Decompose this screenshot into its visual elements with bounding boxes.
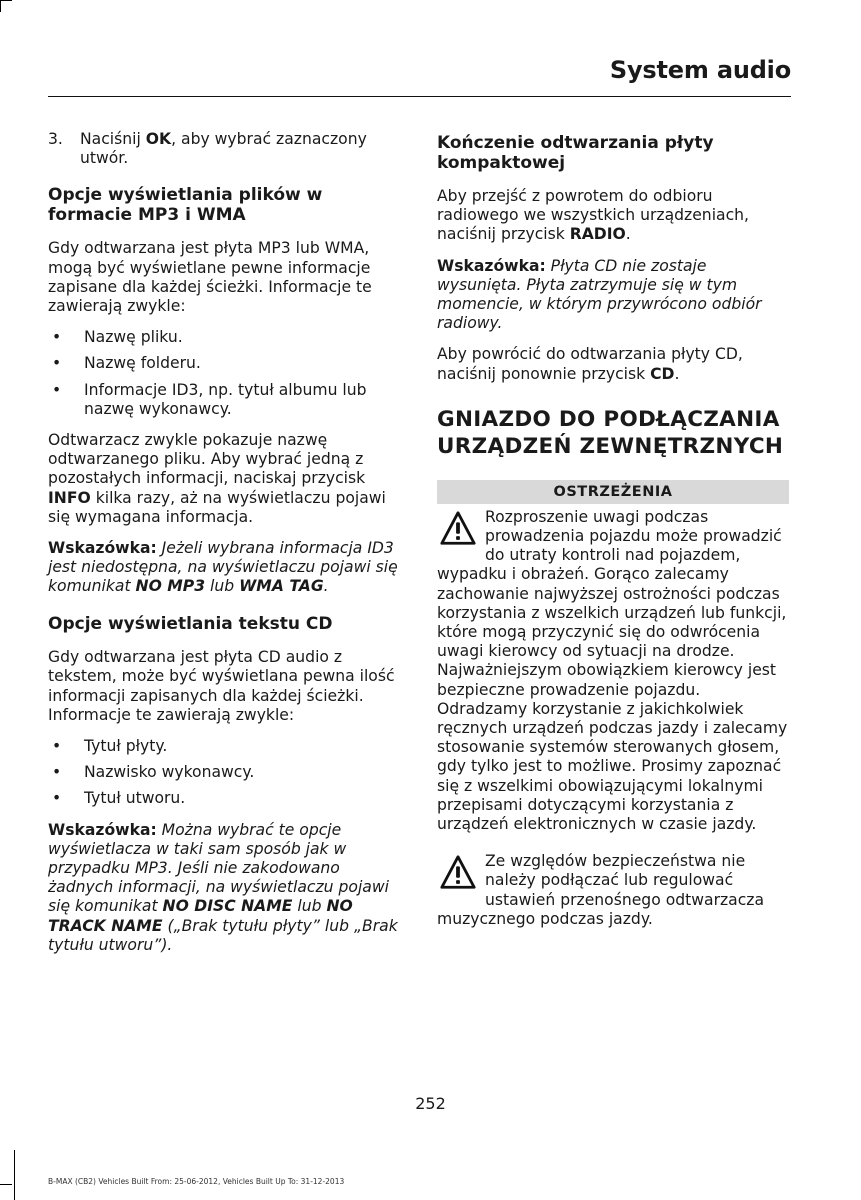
page-number: 252 [415,1094,446,1113]
note: Wskazówka: Można wybrać te opcje wyświetlacza w taki sam sposób jak w przypadku MP3. Jeśli nie zakodowano żadnych informacji, na wyświetlaczu pojawi się komunikat NO DISC NAME lub NO TRACK NAME („Brak tytułu płyty” lub „Brak tytułu utworu”). [48,820,398,954]
list-item: • Tytuł utworu. [52,789,186,808]
note: Wskazówka: Jeżeli wybrana informacja ID3 jest niedostępna, na wyświetlaczu pojawi się komunikat NO MP3 lub WMA TAG. [48,539,398,596]
step-number: 3. [48,130,63,148]
footer: B-MAX (CB2) Vehicles Built From: 25-06-2012, Vehicles Built Up To: 31-12-2013 [48,1177,345,1186]
paragraph: Aby powrócić do odtwarzania płyty CD, naciśnij ponownie przycisk CD. [437,345,743,383]
warning-block [437,508,789,834]
list-item: • Nazwę folderu. [52,354,201,373]
heading-cd-text: Opcje wyświetlania tekstu CD [48,613,333,634]
paragraph: Odtwarzacz zwykle pokazuje nazwę odtwarzanego pliku. Aby wybrać jedną z pozostałych informacji, naciskaj przycisk INFO kilka razy, aż na wyświetlaczu pojawi się wymagana informacja. [48,431,386,526]
warnings-bar: OSTRZEŻENIA [437,480,789,504]
warning-triangle-icon [439,854,477,892]
warning-block [437,852,789,929]
list-item: • Nazwę pliku. [52,328,183,347]
list-item: • Tytuł płyty. [52,736,168,755]
warning-text: Ze względów bezpieczeństwa nie należy podłączać lub regulować ustawień przenośnego odtwarzacza muzycznego podczas jazdy. [437,852,765,928]
paragraph: Gdy odtwarzana jest płyta MP3 lub WMA, mogą być wyświetlane pewne informacje zapisane dla każdej ścieżki. Informacje te zawierają zwykle: [48,239,372,316]
right-column [437,130,789,943]
crop-mark [0,1184,12,1185]
heading-mp3-wma: Opcje wyświetlania plików w formacie MP3 i WMA [48,185,323,225]
crop-mark [0,0,12,1]
crop-mark [14,1150,15,1200]
warning-triangle-icon [439,510,477,548]
heading-stop-cd: Kończenie odtwarzania płyty kompaktowej [437,133,714,173]
left-column [48,130,402,967]
paragraph: Aby przejść z powrotem do odbioru radiowego we wszystkich urządzeniach, naciśnij przycisk RADIO. [437,187,749,244]
step-text: Naciśnij OK, aby wybrać zaznaczony utwór. [80,130,367,168]
list-item: • Nazwisko wykonawcy. [52,763,255,782]
note: Wskazówka: Płyta CD nie zostaje wysunięta. Płyta zatrzymuje się w tym momencie, w którym przywrócono odbiór radiowy. [437,256,762,333]
list-item: • Informacje ID3, np. tytuł albumu lub nazwę wykonawcy. [52,380,367,418]
header-rule [48,96,791,97]
section-heading: GNIAZDO DO PODŁĄCZANIA URZĄDZEŃ ZEWNĘTRZNYCH [437,406,784,459]
page-title: System audio [609,56,791,84]
warning-text: Rozproszenie uwagi podczas prowadzenia pojazdu może prowadzić do utraty kontroli nad pojazdem, wypadku i obrażeń. Gorąco zalecamy zachowanie najwyższej ostrożności podczas korzystania z wszelkich urządzeń lub funkcji, które mogą przyczynić się do odwrócenia uwagi kierowcy od sytuacji na drodze. Najważniejszym obowiązkiem kierowcy jest bezpieczne prowadzenie pojazdu. Odradzamy korzystanie z jakichkolwiek ręcznych urządzeń podczas jazdy i zalecamy stosowanie systemów sterowanych głosem, gdy tylko jest to możliwe. Prosimy zapoznać się z wszelkimi obowiązującymi lokalnymi przepisami dotyczącymi korzystania z urządzeń elektronicznych w czasie jazdy. [437,507,788,834]
step-3 [48,130,402,168]
crop-mark [0,0,1,12]
bullet-list [48,328,402,419]
paragraph: Gdy odtwarzana jest płyta CD audio z tekstem, może być wyświetlana pewna ilość informacji zapisanych dla każdej ścieżki. Informacje te zawierają zwykle: [48,648,395,724]
bullet-list [48,737,402,809]
